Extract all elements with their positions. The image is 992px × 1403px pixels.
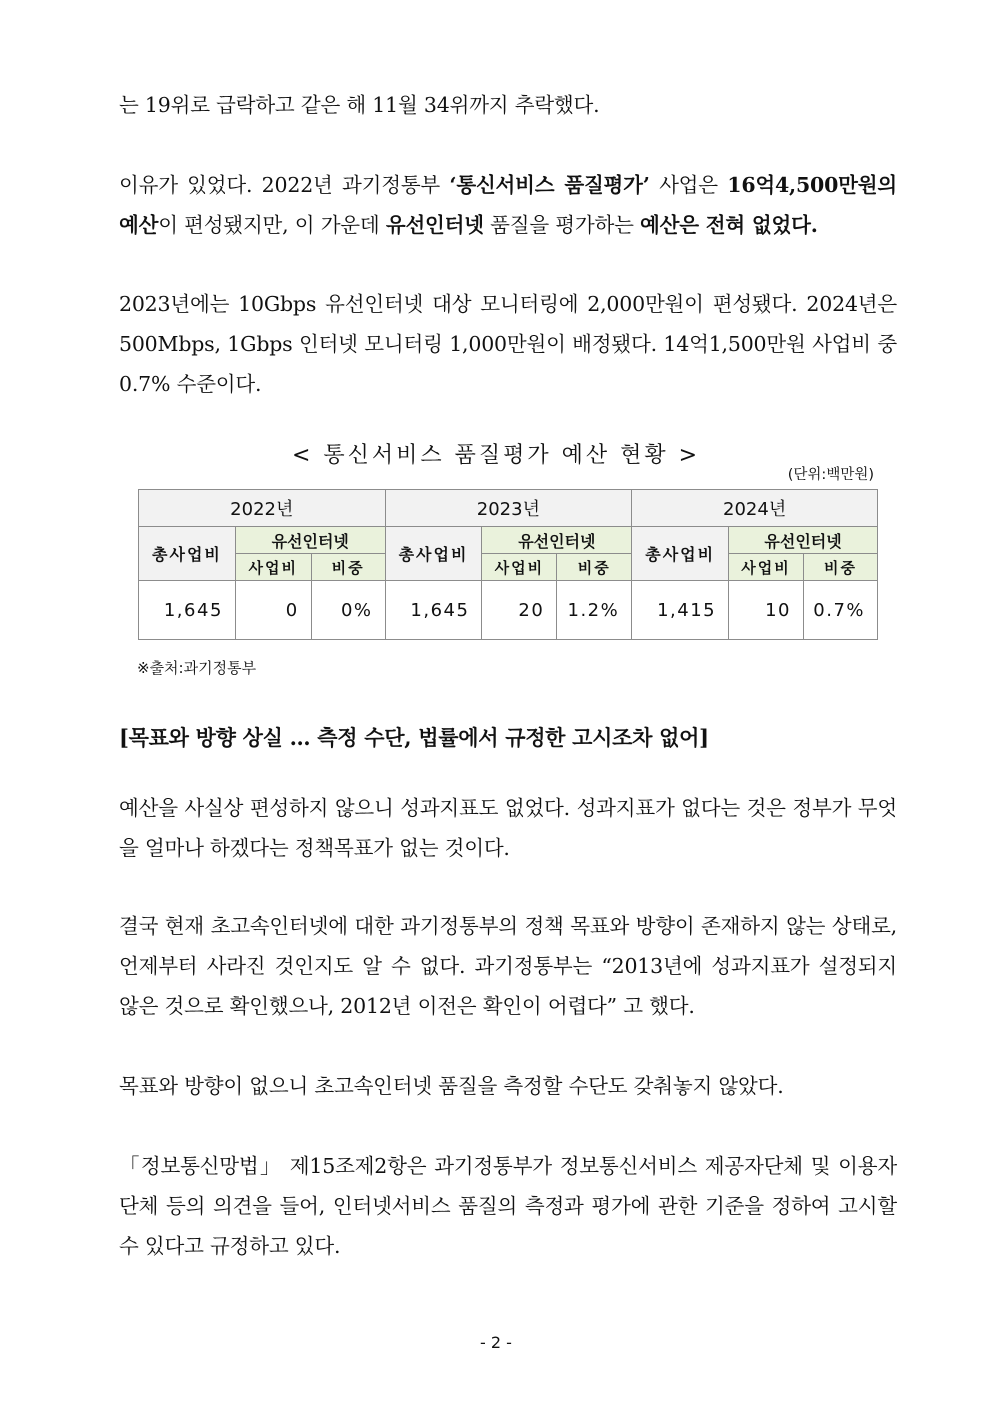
- table-cell: 1,645: [139, 581, 236, 640]
- total-budget-header: 총사업비: [139, 527, 236, 581]
- text-run: 품질을 평가하는: [483, 213, 641, 237]
- budget-header: 사업비: [235, 554, 311, 581]
- table-unit: (단위:백만원): [787, 467, 874, 483]
- text-run: 이 편성됐지만, 이 가운데: [158, 213, 386, 237]
- wired-internet-header: 유선인터넷: [729, 527, 878, 554]
- total-budget-header: 총사업비: [385, 527, 482, 581]
- budget-header: 사업비: [729, 554, 804, 581]
- year-header: 2023년: [385, 490, 632, 527]
- table-cell: 0.7%: [803, 581, 877, 640]
- paragraph: 는 19위로 급락하고 같은 해 11월 34위까지 추락했다.: [119, 93, 600, 117]
- paragraph: 결국 현재 초고속인터넷에 대한 과기정통부의 정책 목표와 방향이 존재하지 않는 상태로, 언제부터 사라진 것인지도 알 수 없다. 과기정통부는 “2013년에 성과지표가 설정되지 않은 것으로 확인했으나, 2012년 이전은 확인이 어렵다” 고 했다.: [119, 914, 897, 1018]
- bold-text: 16억4,500만원의 예산: [119, 173, 897, 237]
- share-header: 비중: [803, 554, 877, 581]
- paragraph: [119, 165, 897, 245]
- bold-text: 유선인터넷: [385, 213, 484, 237]
- bold-text: 예산은 전혀 없었다.: [640, 213, 818, 237]
- table-cell: 10: [729, 581, 804, 640]
- wired-internet-header: 유선인터넷: [482, 527, 632, 554]
- table-cell: 20: [482, 581, 557, 640]
- total-budget-header: 총사업비: [632, 527, 729, 581]
- table-cell: 1,415: [632, 581, 729, 640]
- text-run: 사업은: [649, 173, 728, 197]
- budget-header: 사업비: [482, 554, 557, 581]
- table-cell: 0: [235, 581, 311, 640]
- share-header: 비중: [311, 554, 385, 581]
- wired-internet-header: 유선인터넷: [235, 527, 385, 554]
- bold-text: ‘통신서비스 품질평가’: [449, 173, 650, 197]
- table-title: < 통신서비스 품질평가 예산 현황 >: [291, 443, 701, 468]
- paragraph: 「정보통신망법」 제15조제2항은 과기정통부가 정보통신서비스 제공자단체 및 이용자단체 등의 의견을 들어, 인터넷서비스 품질의 측정과 평가에 관한 기준을 정하여 고시할 수 있다고 규정하고 있다.: [119, 1154, 897, 1258]
- table-cell: 1.2%: [557, 581, 632, 640]
- paragraph: 목표와 방향이 없으니 초고속인터넷 품질을 측정할 수단도 갖춰놓지 않았다.: [119, 1074, 784, 1098]
- budget-table: [138, 489, 878, 640]
- table-cell: 1,645: [385, 581, 482, 640]
- table-row: [139, 581, 878, 640]
- table-source: ※출처:과기정통부: [137, 659, 257, 677]
- year-header: 2022년: [139, 490, 386, 527]
- paragraph: 2023년에는 10Gbps 유선인터넷 대상 모니터링에 2,000만원이 편성됐다. 2024년은 500Mbps, 1Gbps 인터넷 모니터링 1,000만원이 배정됐다. 14억1,500만원 사업비 중 0.7% 수준이다.: [119, 292, 897, 396]
- table-cell: 0%: [311, 581, 385, 640]
- page-number: - 2 -: [480, 1333, 512, 1352]
- paragraph: 예산을 사실상 편성하지 않으니 성과지표도 없었다. 성과지표가 없다는 것은 정부가 무엇을 얼마나 하겠다는 정책목표가 없는 것이다.: [119, 796, 897, 860]
- year-header: 2024년: [632, 490, 878, 527]
- text-run: 이유가 있었다. 2022년 과기정통부: [119, 173, 450, 197]
- share-header: 비중: [557, 554, 632, 581]
- section-heading: [목표와 방향 상실 … 측정 수단, 법률에서 규정한 고시조차 없어]: [119, 725, 709, 750]
